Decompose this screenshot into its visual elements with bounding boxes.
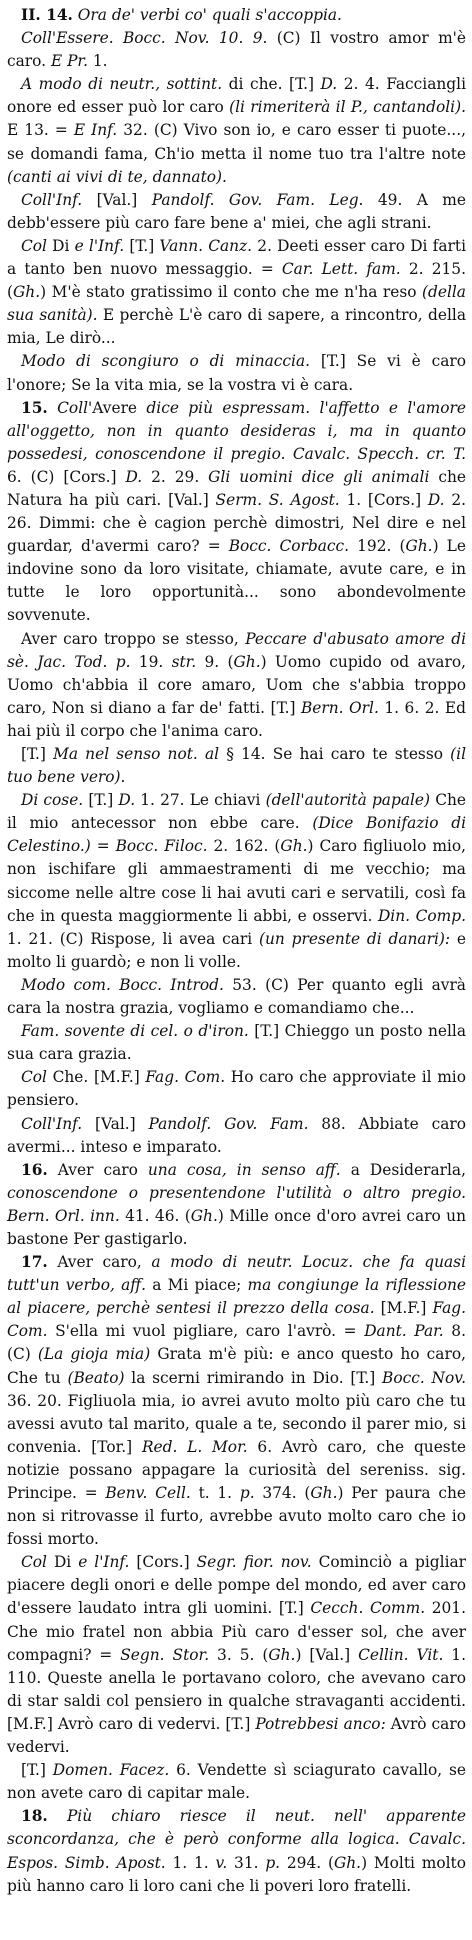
entry-paragraph [7, 1113, 471, 1159]
text-run: 2. Deeti esser caro Di farti a tanto ben nuovo messaggio. = [7, 236, 471, 279]
text-run: a Mi piace; [146, 1276, 248, 1295]
text-run: Serm. S. Agost. [215, 490, 340, 509]
text-run: Più chiaro riesce il neut. nell' apparente sconcordanza, che è però conforme alla logica. Cavalc. Espos. Simb. Apost. [7, 1807, 471, 1872]
text-run: ) Molti molto più hanno caro li loro cani che li poveri loro fratelli. [7, 1853, 471, 1895]
text-run: D. [427, 490, 445, 509]
text-run: Modo di scongiuro o di minaccia. [21, 352, 311, 371]
entry-paragraph [7, 789, 471, 974]
text-run: 32. (C) Vivo son io, e caro esser ti puote..., se domandi fama, Ch'io metta il nome tuo tra l'altre note [7, 121, 471, 163]
text-run: Bocc. Filoc. [115, 837, 208, 856]
text-run: ) Le indovine sono da loro visitate, chiamate, avute care, e in tutte le loro opportunità... sono abondevolmente sovvenute. [7, 537, 471, 625]
text-run: 19. [130, 652, 172, 671]
entry-paragraph [7, 4, 466, 27]
text-run: dice più espressam. l'affetto e l'amore all'oggetto, non in quanto desideras i, ma in quanto possedesi, conoscendone il pregio. Cavalc. Specch. cr. T. [7, 398, 471, 463]
text-run: 6. Avrò caro, che queste notizie possano appagare la curiosità del sereniss. sig. Principe. = [7, 1437, 471, 1502]
entry-paragraph [7, 235, 471, 350]
text-run: (La gioja mia) [37, 1345, 151, 1364]
text-run: Coll'Inf. [21, 190, 83, 209]
text-run: Pandolf. Gov. Fam. Leg. [151, 190, 364, 209]
text-run: di che. [T.] [222, 75, 321, 94]
text-run: Gh. [13, 283, 41, 302]
text-run: [T.] [83, 791, 119, 810]
text-run: D. [320, 75, 338, 94]
text-run: Grata m'è più: e anco questo ho caro, Che tu [7, 1345, 471, 1387]
text-run: Di cose. [21, 791, 84, 810]
text-run: Fag. Com. [7, 1299, 471, 1341]
text-run: Gh. [310, 1484, 338, 1502]
entry-paragraph [7, 397, 471, 628]
text-run: (Dice Bonifazio di Celestino.) [7, 814, 471, 856]
text-run: ) Per paura che non si ritrovasse il furto, avrebbe avuto molto caro che io fossi morto. [7, 1484, 471, 1549]
text-run: Aver caro [47, 1160, 148, 1179]
text-run: Segn. Stor. [120, 1645, 210, 1664]
text-run: S'ella mi vuol pigliare, caro l'avrò. = [47, 1322, 365, 1341]
text-run: [Val.] [82, 1114, 149, 1133]
text-run: Pandolf. Gov. Fam. [148, 1114, 309, 1133]
text-run: Di [46, 1553, 79, 1572]
text-run: p. [239, 1484, 255, 1502]
text-run: Coll' [47, 398, 93, 417]
text-run [48, 1807, 67, 1825]
entry-paragraph [7, 73, 471, 188]
text-run: a modo di neutr. Locuz. che fa quasi tutt'un verbo, aff. [7, 1253, 471, 1295]
text-run: Coll'Essere. Bocc. Nov. 10. 9. [21, 29, 277, 48]
text-run: 49. A me debb'essere più caro fare bene a' miei, che agli strani. [7, 190, 471, 232]
text-run: 2. 215. ( [7, 260, 471, 302]
text-run: p. [265, 1853, 281, 1872]
text-run: ) M'è stato gratissimo il conto che me n'ha reso [40, 283, 422, 302]
text-run: Ma nel senso not. al [53, 745, 220, 763]
text-run: 374. ( [254, 1484, 311, 1502]
text-run: a Desiderarla, [340, 1160, 471, 1179]
text-run: (dell'autorità papale) [265, 791, 431, 810]
text-run: 2. 4. Facciangli onore ed esser può lor caro [7, 75, 471, 117]
entry-paragraph [7, 1805, 471, 1897]
text-run: A modo di neutr., sottint. [21, 75, 223, 94]
entry-paragraph [7, 189, 471, 235]
entry-paragraph [7, 1020, 471, 1066]
text-run: Car. Lett. fam. [281, 260, 401, 279]
text-run: Domen. Facez. [52, 1761, 170, 1780]
text-run: Bern. Orl. [300, 698, 379, 717]
text-run: 1. 27. Le chiavi [135, 791, 266, 810]
text-run: Bocc. Corbacc. [228, 537, 350, 556]
text-run: Dant. Par. [364, 1322, 444, 1341]
text-run: ) Uomo cupido od avaro, Uomo ch'abbia il core amaro, Uom che s'abbia troppo caro, Non si diano a far de' fatti. [T.] [7, 652, 471, 717]
text-run: Din. Comp. [377, 906, 466, 925]
text-run: Cellin. Vit. [358, 1645, 444, 1664]
text-run: [Cors.] [129, 1553, 197, 1572]
text-run: Che. [M.F.] [46, 1068, 146, 1087]
text-run: (C) Il vostro amor m'è caro. [7, 29, 471, 71]
text-run: Avrò caro vedervi. [7, 1714, 471, 1757]
text-run: Cominciò a pigliar piacere degli onori e delle pompe del mondo, ed aver caro d'essere laudato intra gli uomini. [T.] [7, 1553, 471, 1618]
text-run: E Pr. [50, 52, 88, 71]
text-run: [T.] [124, 236, 160, 255]
entry-paragraph [7, 1551, 471, 1759]
entry-paragraph [7, 27, 471, 73]
text-run: [Val.] [82, 190, 152, 209]
text-run: e molto li guardò; e non li volle. [7, 929, 471, 971]
text-run: [T.] Chieggo un posto nella sua cara grazia. [7, 1022, 471, 1064]
text-run: Gh. [190, 1206, 218, 1225]
text-run: (il tuo bene vero). [7, 745, 471, 787]
text-run: v. [215, 1853, 228, 1872]
text-run: 53. (C) Per quanto egli avrà cara la nostra grazia, vogliamo e comandiamo che... [7, 975, 471, 1018]
entry-paragraph [7, 1759, 471, 1805]
text-run: conoscendone o presentendone l'utilità o altro pregio. Bern. Orl. inn. [7, 1183, 471, 1225]
entry-paragraph [7, 743, 471, 789]
text-run: una cosa, in senso aff. [147, 1160, 341, 1179]
text-run: (della sua sanità). [7, 283, 471, 325]
section-number: 16. [21, 1160, 48, 1179]
text-run: e l'Inf. [74, 236, 125, 255]
text-run: 88. Abbiate caro avermi... inteso e imparato. [7, 1114, 471, 1156]
text-run: Cecch. Comm. [310, 1599, 426, 1618]
text-run: Segr. fior. nov. [196, 1553, 312, 1572]
text-run: E perchè L'è caro di sapere, a rincontro, della mia, Le dirò... [7, 306, 471, 348]
text-run: Gh. [333, 1853, 362, 1872]
text-run: Vann. Canz. [159, 236, 253, 255]
text-run: Col [21, 1553, 47, 1572]
text-run: 294. ( [280, 1853, 334, 1872]
entry-paragraph [7, 628, 471, 743]
text-run: 2. 26. Dimmi: che è cagion perchè dimostri, Nel dire e nel guardar, d'avermi caro? = [7, 490, 471, 556]
text-run: t. 1. [190, 1484, 240, 1502]
text-run: 8. (C) [7, 1322, 471, 1364]
section-number: II. 14. [21, 6, 73, 24]
text-run: 36. 20. Figliuola mia, io avrei avuto molto più caro che tu avessi avuto tal marito, quale a te, secondo il parer mio, si convenia. [Tor.] [7, 1368, 471, 1456]
text-run: Ho caro che approviate il mio pensiero. [7, 1068, 471, 1110]
text-run: la scerni rimirando in Dio. [T.] [124, 1368, 383, 1387]
text-run: Benv. Cell. [105, 1484, 191, 1502]
text-run: Potrebbesi anco: [255, 1714, 386, 1733]
text-run: che Natura ha più cari. [Val.] [7, 467, 471, 509]
text-run: (Beato) [67, 1368, 125, 1387]
text-run: ma congiunge la riflessione al piacere, perchè sentesi il prezzo della cosa. [7, 1276, 471, 1318]
text-run: Ora de' verbi co' quali s'accoppia. [72, 6, 342, 24]
text-run: Gh. [280, 837, 308, 856]
text-run: (li rimeriterà il P., cantandoli). [229, 98, 466, 117]
text-run: Fam. sovente di cel. o d'iron. [21, 1022, 249, 1041]
section-number: 15. [21, 398, 48, 417]
entry-paragraph [7, 350, 471, 396]
text-run: ) [Val.] [295, 1645, 359, 1664]
text-run: 1. 110. Queste anella le portavano coloro, che avevano caro di star saldi col pensiero in qualche stravaganti accidenti. [M.F.] Avrò caro di vedervi. [T.] [7, 1645, 471, 1733]
text-run: Modo com. [21, 975, 111, 994]
text-run: Gli uomini dice gli animali [208, 467, 430, 486]
text-run: Bocc. Introd. [119, 975, 224, 994]
text-run: Aver caro troppo se stesso, [21, 629, 246, 648]
text-run: Gh. [405, 537, 433, 556]
text-run: 31. [227, 1853, 266, 1872]
text-run: Col [21, 1068, 47, 1087]
text-run: [T.] Se vi è caro l'onore; Se la vita mia, se la vostra vi è cara. [7, 352, 471, 394]
text-run [111, 976, 119, 994]
text-run: [M.F.] [374, 1299, 433, 1318]
text-run: Gh. [268, 1645, 296, 1664]
text-run: 1. [Cors.] [339, 490, 428, 509]
text-run: str. [171, 652, 197, 671]
text-run: Aver caro, [47, 1253, 152, 1272]
text-run: 201. Che mio fratel non abbia Più caro d'esser sol, che aver compagni? = [7, 1599, 471, 1664]
entry-paragraph [7, 1251, 471, 1551]
text-run: e l'Inf. [78, 1553, 130, 1572]
text-run: Col [21, 236, 47, 255]
text-run: ) Mille once d'oro avrei caro un bastone Per gastigarlo. [7, 1206, 471, 1248]
text-run: Gh. [233, 652, 261, 671]
text-run: (canti ai vivi di te, dannato). [7, 167, 227, 186]
text-run: 1. 6. 2. Ed hai più il corpo che l'anima caro. [7, 698, 471, 740]
text-run: 2. 162. ( [207, 837, 281, 856]
text-run: § 14. Se hai caro te stesso [219, 745, 451, 763]
text-run: D. [125, 467, 143, 486]
text-run: 2. 29. [142, 467, 209, 486]
text-run: Avere [92, 398, 147, 417]
text-run: Red. L. Mor. [141, 1437, 248, 1456]
entry-paragraph [7, 1066, 471, 1112]
text-run: E 13. = [7, 98, 471, 140]
text-run: 1. 1. [165, 1853, 216, 1872]
text-run: 192. ( [349, 537, 406, 556]
text-run: = [90, 837, 116, 856]
text-run: 1. [87, 52, 108, 71]
text-run: Fag. Com. [145, 1068, 226, 1087]
text-run: E Inf. [73, 121, 118, 140]
text-run: 1. 21. (C) Rispose, li avea cari [7, 906, 471, 948]
section-number: 17. [21, 1253, 48, 1272]
text-run: 6. Vendette sì sciagurato cavallo, se non avete caro di capitar male. [7, 1761, 471, 1803]
text-run: [T.] [21, 745, 54, 763]
text-run: [T.] [21, 1761, 53, 1780]
text-run: 6. (C) [Cors.] [7, 444, 471, 486]
text-run: ) Caro figliuolo mio, non ischifare gli ammaestramenti di me vecchio; ma siccome nelle altre cose li hai avuti cari e servatili, così fa che in questa maggiormente li abbi, e osservi. [7, 837, 471, 925]
text-run: Coll'Inf. [21, 1114, 83, 1133]
section-number: 18. [21, 1807, 48, 1826]
text-run: Peccare d'abusato amore di sè. Jac. Tod. p. [7, 629, 471, 671]
text-run: Di [46, 236, 75, 255]
text-run: 3. 5. ( [209, 1645, 269, 1664]
text-run: (un presente di danari): [258, 929, 451, 948]
text-run: Che il mio antecessor non ebbe care. [7, 791, 471, 833]
text-run: Bocc. Nov. [382, 1368, 466, 1387]
text-run: 9. ( [196, 652, 234, 671]
text-run: 41. 46. ( [119, 1206, 191, 1225]
entry-paragraph [7, 974, 471, 1020]
entry-paragraph [7, 1159, 471, 1251]
text-run: D. [118, 791, 136, 810]
